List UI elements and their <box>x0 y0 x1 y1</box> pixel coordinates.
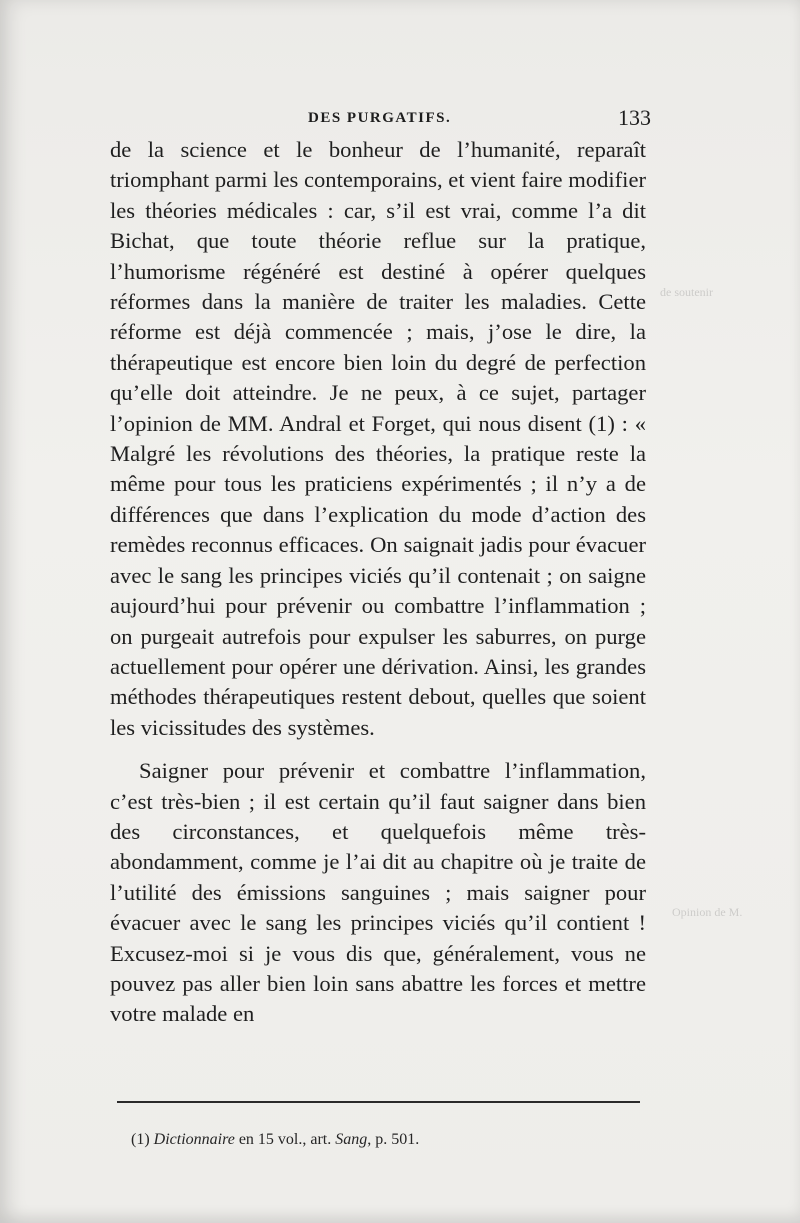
footnote-page: , p. 501. <box>367 1131 420 1148</box>
page-header <box>110 105 655 135</box>
show-through-text: Opinion de M. <box>672 905 743 919</box>
footnote <box>131 1131 651 1149</box>
body-text <box>110 135 646 1030</box>
footnote-article: Sang <box>335 1131 368 1148</box>
running-head: DES PURGATIFS. <box>308 110 452 126</box>
show-through-text: de soutenir <box>660 285 713 299</box>
footnote-details: en 15 vol., art. <box>234 1131 336 1148</box>
footnote-rule <box>117 1101 640 1103</box>
footnote-marker: (1) <box>131 1131 150 1148</box>
footnote-work-title: Dictionnaire <box>153 1131 235 1148</box>
page-number: 133 <box>618 105 651 130</box>
paragraph: Saigner pour prévenir et combattre l’inflammation, c’est très-bien ; il est certain qu’il faut saigner dans bien des circonstances, et quelquefois même très-abondamment, comme je l’ai dit au chapitre où je traite de l’utilité des émissions sanguines ; mais saigner pour évacuer avec le sang les principes viciés qu’il contient ! Excusez-moi si je vous dis que, généralement, vous ne pouvez pas aller bien loin sans abattre les forces et mettre votre malade en <box>110 758 646 1027</box>
paragraph: de la science et le bonheur de l’humanité, reparaît triomphant parmi les contemporains, et vient faire modifier les théories médicales : car, s’il est vrai, comme l’a dit Bichat, que toute théorie reflue sur la pratique, l’humorisme régénéré est destiné à opérer quelques réformes dans la manière de traiter les maladies. Cette réforme est déjà commencée ; mais, j’ose le dire, la thérapeutique est encore bien loin du degré de perfection qu’elle doit atteindre. Je ne peux, à ce sujet, partager l’opinion de MM. Andral et Forget, qui nous disent (1) : « Malgré les révolutions des théories, la pratique reste la même pour tous les praticiens expérimentés ; il n’y a de différences que dans l’explication du mode d’action des remèdes reconnus efficaces. On saignait jadis pour évacuer avec le sang les principes viciés qu’il contenait ; on saigne aujourd’hui pour prévenir ou combattre l’inflammation ; on purgeait autrefois pour expulser les saburres, on purge actuellement pour opérer une dérivation. Ainsi, les grandes méthodes thérapeutiques restent debout, quelles que soient les vicissitudes des systèmes. <box>110 137 646 740</box>
